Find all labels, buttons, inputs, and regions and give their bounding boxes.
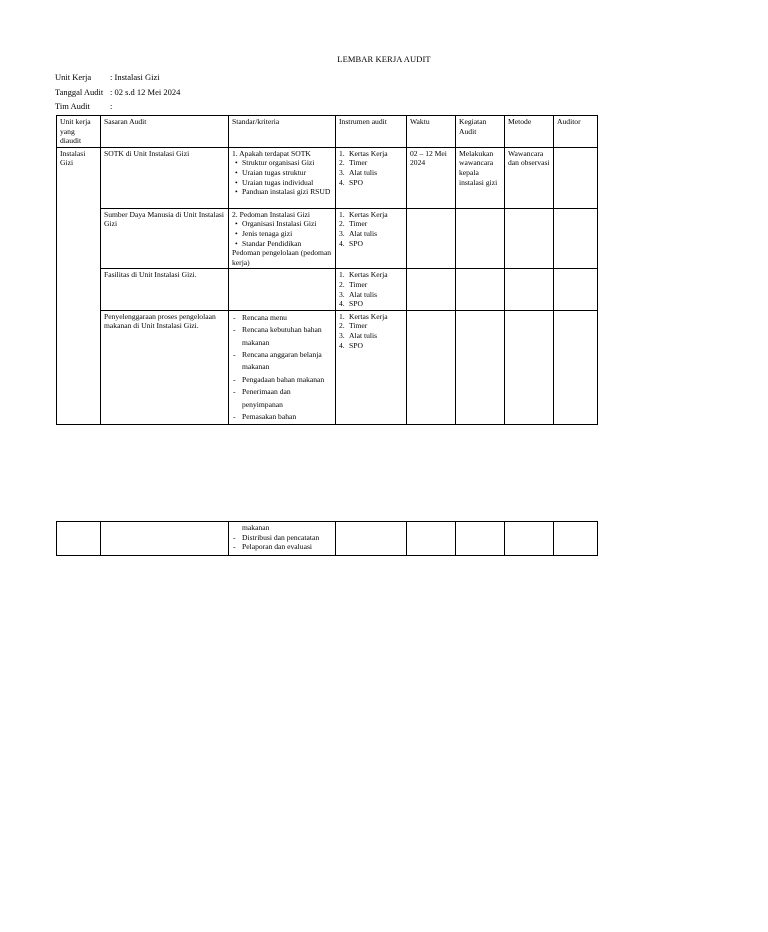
instrumen-list: [339, 270, 403, 308]
meta-unit-kerja: [55, 72, 160, 82]
list-item: • Panduan instalasi gizi RSUD: [232, 187, 332, 197]
waktu-cell: [407, 269, 456, 310]
meta-value: :: [110, 101, 113, 111]
header-cell: Kegiatan Audit: [456, 116, 505, 148]
document-title: LEMBAR KERJA AUDIT: [337, 54, 431, 64]
list-item: 2. Timer: [339, 321, 368, 331]
list-item: 1. Kertas Kerja: [339, 209, 388, 219]
standar-cell: [229, 522, 336, 556]
waktu-cell: [407, 310, 456, 425]
meta-key: Tanggal Audit: [55, 87, 104, 97]
kegiatan-cell: Melakukan wawancara kepala instalasi gizi: [456, 147, 505, 208]
list-item: - Distribusi dan pencatatan: [232, 533, 332, 543]
list-item: 4. SPO: [339, 238, 363, 248]
metode-cell: [505, 310, 554, 425]
list-item: - Pemasakan bahan: [232, 411, 332, 423]
waktu-cell: [407, 522, 456, 556]
instrumen-cell: [336, 522, 407, 556]
kegiatan-cell: [456, 269, 505, 310]
list-item: 3. Alat tulis: [339, 330, 378, 340]
list-item: • Uraian tugas individual: [232, 178, 332, 188]
standar-cell: [229, 147, 336, 208]
standar-list: [232, 158, 332, 196]
instrumen-list: [339, 210, 403, 248]
list-item: 2. Timer: [339, 219, 368, 229]
list-item: - Rencana anggaran belanja makanan: [232, 349, 332, 374]
waktu-cell: 02 – 12 Mei 2024: [407, 147, 456, 208]
instrumen-list: [339, 312, 403, 350]
list-item: • Struktur organisasi Gizi: [232, 158, 332, 168]
list-item: 3. Alat tulis: [339, 167, 378, 177]
standar-heading: 1. Apakah terdapat SOTK: [232, 148, 311, 158]
unit-cell: [57, 522, 101, 556]
list-item: 1. Kertas Kerja: [339, 148, 388, 158]
instrumen-cell: [336, 208, 407, 269]
header-cell: Instrumen audit: [336, 116, 407, 148]
metode-cell: [505, 269, 554, 310]
header-cell: Waktu: [407, 116, 456, 148]
list-item: 3. Alat tulis: [339, 228, 378, 238]
list-item: 4. SPO: [339, 340, 363, 350]
sasaran-cell: Sumber Daya Manusia di Unit Instalasi Gizi: [101, 208, 229, 269]
meta-value: : 02 s.d 12 Mei 2024: [110, 87, 181, 97]
standar-list: [232, 312, 332, 424]
list-item: 2. Timer: [339, 158, 368, 168]
table-row: [57, 522, 598, 556]
list-item: • Organisasi Instalasi Gizi: [232, 219, 332, 229]
list-item: - Pengadaan bahan makanan: [232, 374, 332, 386]
list-item: 3. Alat tulis: [339, 289, 378, 299]
kegiatan-cell: [456, 522, 505, 556]
standar-heading: 2. Pedoman Instalasi Gizi: [232, 209, 311, 219]
sasaran-cell: Penyelenggaraan proses pengelolaan makanan di Unit Instalasi Gizi.: [101, 310, 229, 425]
list-item: - Rencana menu: [232, 312, 332, 324]
auditor-cell: [554, 208, 598, 269]
metode-cell: Wawancara dan observasi: [505, 147, 554, 208]
list-item: 1. Kertas Kerja: [339, 311, 388, 321]
kegiatan-cell: [456, 310, 505, 425]
list-item: - Rencana kebutuhan bahan makanan: [232, 324, 332, 349]
auditor-cell: [554, 310, 598, 425]
meta-key: Tim Audit: [55, 101, 90, 111]
header-cell: Auditor: [554, 116, 598, 148]
table-row: [57, 208, 598, 269]
sasaran-cell: SOTK di Unit Instalasi Gizi: [101, 147, 229, 208]
standar-list: [232, 533, 332, 552]
metode-cell: [505, 522, 554, 556]
standar-cell: [229, 208, 336, 269]
audit-table: [56, 115, 598, 425]
meta-value: : Instalasi Gizi: [110, 72, 160, 82]
list-item-continuation: makanan: [242, 523, 270, 532]
standar-list: [232, 219, 332, 248]
metode-cell: [505, 208, 554, 269]
standar-cell: [229, 310, 336, 425]
header-cell: Sasaran Audit: [101, 116, 229, 148]
meta-key: Unit Kerja: [55, 72, 92, 82]
table-header-row: [57, 116, 598, 148]
list-item: 4. SPO: [339, 299, 363, 309]
waktu-cell: [407, 208, 456, 269]
kegiatan-cell: [456, 208, 505, 269]
list-item: 1. Kertas Kerja: [339, 270, 388, 280]
instrumen-cell: [336, 310, 407, 425]
header-cell: Metode: [505, 116, 554, 148]
instrumen-list: [339, 149, 403, 187]
list-item: • Uraian tugas struktur: [232, 168, 332, 178]
unit-cell: Instalasi Gizi: [57, 147, 101, 425]
audit-table-continuation: [56, 521, 598, 556]
header-cell: Standar/kriteria: [229, 116, 336, 148]
list-item: - Penerimaan dan penyimpanan: [232, 386, 332, 411]
table-row: [57, 310, 598, 425]
list-item: 4. SPO: [339, 177, 363, 187]
header-cell: Unit kerja yang diaudit: [57, 116, 101, 148]
list-item: - Pelaporan dan evaluasi: [232, 542, 332, 552]
auditor-cell: [554, 522, 598, 556]
standar-cell: [229, 269, 336, 310]
instrumen-cell: [336, 269, 407, 310]
sasaran-cell: [101, 522, 229, 556]
instrumen-cell: [336, 147, 407, 208]
standar-tail: Pedoman pengelolaan (pedoman kerja): [232, 248, 332, 267]
auditor-cell: [554, 269, 598, 310]
meta-tanggal-audit: [55, 87, 180, 97]
table-row: [57, 269, 598, 310]
list-item: 2. Timer: [339, 279, 368, 289]
list-item: • Jenis tenaga gizi: [232, 229, 332, 239]
list-item: • Standar Pendidikan: [232, 239, 332, 249]
meta-tim-audit: [55, 101, 112, 111]
table-row: [57, 147, 598, 208]
auditor-cell: [554, 147, 598, 208]
sasaran-cell: Fasilitas di Unit Instalasi Gizi.: [101, 269, 229, 310]
